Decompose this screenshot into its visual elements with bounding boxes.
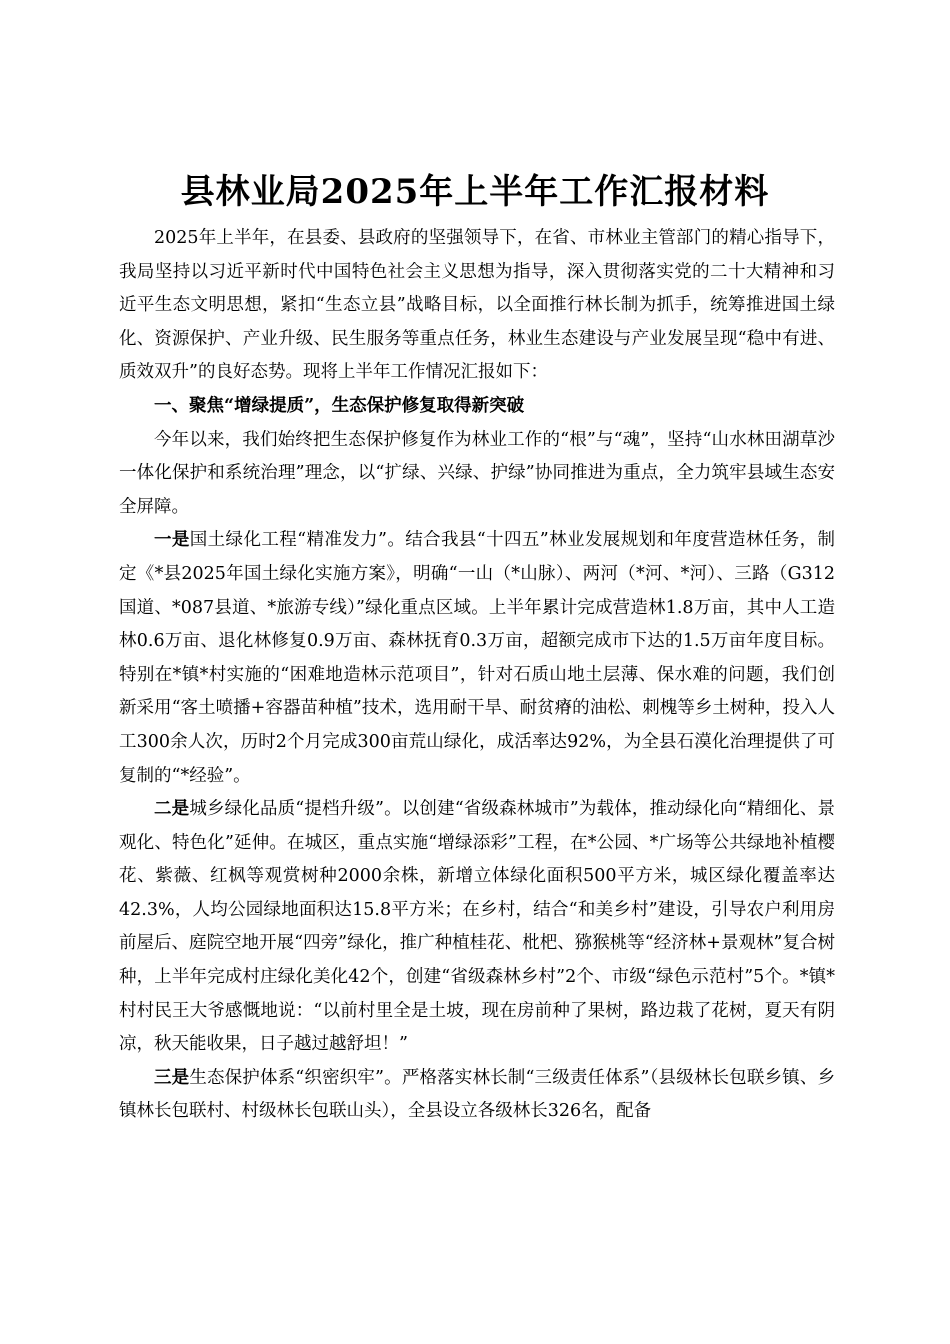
item-paragraph-2: [119, 793, 835, 1062]
section-intro-paragraph: 今年以来，我们始终把生态保护修复作为林业工作的“根”与“魂”，坚持“山水林田湖草沙一体化保护和系统治理”理念，以“扩绿、兴绿、护绿”协同推进为重点，全力筑牢县域生态安全屏障。: [119, 429, 835, 517]
intro-paragraph: 2025年上半年，在县委、县政府的坚强领导下，在省、市林业主管部门的精心指导下，我局坚持以习近平新时代中国特色社会主义思想为指导，深入贯彻落实党的二十大精神和习近平生态文明思想，紧扣“生态立县”战略目标，以全面推行林长制为抓手，统筹推进国土绿化、资源保护、产业升级、民生服务等重点任务，林业生态建设与产业发展呈现“稳中有进、质效双升”的良好态势。现将上半年工作情况汇报如下：: [119, 228, 835, 383]
document-body: [119, 222, 835, 1129]
item-lead-3: 三是: [154, 1067, 190, 1088]
item-lead-1: 一是: [154, 530, 190, 551]
item-text-1: 国土绿化工程“精准发力”。结合我县“十四五”林业发展规划和年度营造林任务，制定《*县2025年国土绿化实施方案》，明确“一山（*山脉）、两河（*河、*河）、三路（G312国道、*087县道、*旅游专线）”绿化重点区域。上半年累计完成营造林1.8万亩，其中人工造林0.6万亩、退化林修复0.9万亩、森林抚育0.3万亩，超额完成市下达的1.5万亩年度目标。特别在*镇*村实施的“困难地造林示范项目”，针对石质山地土层薄、保水难的问题，我们创新采用“客土喷播+容器苗种植”技术，选用耐干旱、耐贫瘠的油松、刺槐等乡土树种，投入人工300余人次，历时2个月完成300亩荒山绿化，成活率达92%，为全县石漠化治理提供了可复制的“*经验”。: [119, 530, 835, 786]
item-paragraph-3: [119, 1062, 835, 1129]
item-lead-2: 二是: [154, 799, 190, 820]
item-text-3: 生态保护体系“织密织牢”。严格落实林长制“三级责任体系”（县级林长包联乡镇、乡镇林长包联村、村级林长包联山头），全县设立各级林长326名，配备: [119, 1067, 835, 1122]
item-paragraph-1: [119, 524, 835, 793]
item-text-2: 城乡绿化品质“提档升级”。以创建“省级森林城市”为载体，推动绿化向“精细化、景观化、特色化”延伸。在城区，重点实施“增绿添彩”工程，在*公园、*广场等公共绿地补植樱花、紫薇、红枫等观赏树种2000余株，新增立体绿化面积500平方米，城区绿化覆盖率达42.3%，人均公园绿地面积达15.8平方米；在乡村，结合“和美乡村”建设，引导农户利用房前屋后、庭院空地开展“四旁”绿化，推广种植桂花、枇杷、猕猴桃等“经济林+景观林”复合树种，上半年完成村庄绿化美化42个，创建“省级森林乡村”2个、市级“绿色示范村”5个。*镇*村村民王大爷感慨地说：“以前村里全是土坡，现在房前种了果树，路边栽了花树，夏天有阴凉，秋天能收果，日子越过越舒坦！”: [119, 799, 836, 1055]
document-title: 县林业局2025年上半年工作汇报材料: [180, 172, 770, 212]
section-heading: 一、聚焦“增绿提质”，生态保护修复取得新突破: [154, 395, 525, 416]
